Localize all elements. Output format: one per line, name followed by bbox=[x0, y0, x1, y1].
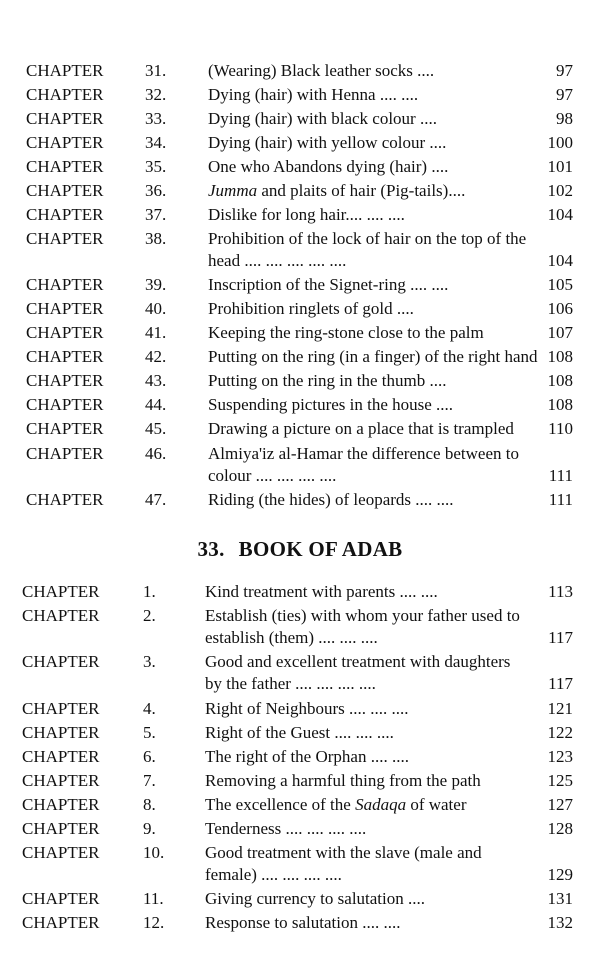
chapter-label: CHAPTER bbox=[26, 444, 104, 463]
chapter-title-part: and plaits of hair (Pig-tails).... bbox=[257, 181, 466, 200]
chapter-title: Establish (ties) with whom your father used to bbox=[205, 606, 520, 625]
chapter-label: CHAPTER bbox=[22, 771, 100, 790]
page-number: 113 bbox=[548, 582, 573, 601]
page-number: 111 bbox=[548, 466, 573, 485]
chapter-title-italic: Sadaqa bbox=[355, 795, 407, 814]
chapter-number: 42. bbox=[145, 347, 167, 366]
chapter-title: Almiya'iz al-Hamar the difference between to bbox=[208, 444, 519, 463]
chapter-title-part: The excellence of the bbox=[205, 795, 356, 814]
chapter-label: CHAPTER bbox=[26, 181, 104, 200]
chapter-number: 10. bbox=[143, 843, 165, 862]
page-number: 97 bbox=[556, 85, 573, 104]
chapter-label: CHAPTER bbox=[26, 157, 104, 176]
chapter-number: 31. bbox=[145, 61, 167, 80]
chapter-number: 8. bbox=[143, 795, 156, 814]
chapter-title bbox=[208, 179, 548, 203]
chapter-label: CHAPTER bbox=[26, 275, 104, 294]
page-number: 131 bbox=[547, 889, 573, 908]
chapter-number: 47. bbox=[145, 490, 167, 509]
chapter-title: Inscription of the Signet-ring .... .... bbox=[208, 275, 449, 294]
page-number: 125 bbox=[547, 771, 573, 790]
chapter-number: 39. bbox=[145, 275, 167, 294]
chapter-title: Dying (hair) with black colour .... bbox=[208, 109, 437, 128]
chapter-title: (Wearing) Black leather socks .... bbox=[208, 61, 435, 80]
page-number: 104 bbox=[547, 251, 573, 270]
chapter-number: 35. bbox=[145, 157, 167, 176]
page-number: 117 bbox=[548, 628, 573, 647]
page-number: 97 bbox=[556, 61, 573, 80]
chapter-title-continuation: colour .... .... .... .... bbox=[208, 466, 337, 485]
chapter-number: 38. bbox=[145, 229, 167, 248]
chapter-number: 4. bbox=[143, 699, 156, 718]
chapter-title: Right of Neighbours .... .... .... bbox=[205, 699, 409, 718]
chapter-label: CHAPTER bbox=[22, 699, 100, 718]
chapter-label: CHAPTER bbox=[22, 747, 100, 766]
page-number: 105 bbox=[547, 275, 573, 294]
chapter-number: 45. bbox=[145, 419, 167, 438]
book-number: 33. bbox=[197, 537, 225, 561]
page-number: 121 bbox=[547, 699, 573, 718]
chapter-title bbox=[205, 793, 545, 817]
chapter-number: 12. bbox=[143, 913, 165, 932]
page-number: 104 bbox=[547, 205, 573, 224]
chapter-number: 2. bbox=[143, 606, 156, 625]
chapter-label: CHAPTER bbox=[22, 582, 100, 601]
chapter-title: Tenderness .... .... .... .... bbox=[205, 819, 367, 838]
chapter-title: Prohibition ringlets of gold .... bbox=[208, 299, 414, 318]
chapter-title: Right of the Guest .... .... .... bbox=[205, 723, 394, 742]
chapter-title: Response to salutation .... .... bbox=[205, 913, 401, 932]
chapter-title: Kind treatment with parents .... .... bbox=[205, 582, 438, 601]
chapter-label: CHAPTER bbox=[26, 395, 104, 414]
chapter-label: CHAPTER bbox=[22, 652, 100, 671]
chapter-number: 32. bbox=[145, 85, 167, 104]
chapter-title: Putting on the ring in the thumb .... bbox=[208, 371, 447, 390]
chapter-number: 5. bbox=[143, 723, 156, 742]
chapter-number: 44. bbox=[145, 395, 167, 414]
page-number: 123 bbox=[547, 747, 573, 766]
chapter-number: 9. bbox=[143, 819, 156, 838]
book-heading bbox=[0, 537, 600, 562]
chapter-number: 11. bbox=[143, 889, 164, 908]
chapter-label: CHAPTER bbox=[26, 133, 104, 152]
chapter-title: Putting on the ring (in a finger) of the right hand bbox=[208, 347, 538, 366]
page-number: 101 bbox=[547, 157, 573, 176]
chapter-number: 3. bbox=[143, 652, 156, 671]
page-number: 106 bbox=[547, 299, 573, 318]
chapter-label: CHAPTER bbox=[26, 229, 104, 248]
chapter-title: Dislike for long hair.... .... .... bbox=[208, 205, 405, 224]
chapter-title-continuation: establish (them) .... .... .... bbox=[205, 628, 378, 647]
chapter-title: Good treatment with the slave (male and bbox=[205, 843, 482, 862]
page-number: 128 bbox=[547, 819, 573, 838]
chapter-label: CHAPTER bbox=[22, 843, 100, 862]
chapter-label: CHAPTER bbox=[22, 889, 100, 908]
chapter-label: CHAPTER bbox=[26, 299, 104, 318]
chapter-title: Removing a harmful thing from the path bbox=[205, 771, 481, 790]
page-number: 132 bbox=[547, 913, 573, 932]
chapter-number: 33. bbox=[145, 109, 167, 128]
chapter-number: 46. bbox=[145, 444, 167, 463]
page-number: 108 bbox=[547, 371, 573, 390]
chapter-number: 1. bbox=[143, 582, 156, 601]
page-number: 111 bbox=[548, 490, 573, 509]
chapter-label: CHAPTER bbox=[26, 347, 104, 366]
chapter-number: 7. bbox=[143, 771, 156, 790]
chapter-number: 34. bbox=[145, 133, 167, 152]
chapter-title: Good and excellent treatment with daughters bbox=[205, 652, 511, 671]
chapter-number: 40. bbox=[145, 299, 167, 318]
chapter-title: Drawing a picture on a place that is trampled bbox=[208, 419, 514, 438]
page-number: 127 bbox=[547, 795, 573, 814]
chapter-title: One who Abandons dying (hair) .... bbox=[208, 157, 449, 176]
chapter-label: CHAPTER bbox=[26, 490, 104, 509]
chapter-title-continuation: head .... .... .... .... .... bbox=[208, 251, 347, 270]
chapter-label: CHAPTER bbox=[26, 205, 104, 224]
chapter-number: 36. bbox=[145, 181, 167, 200]
chapter-title: Keeping the ring-stone close to the palm bbox=[208, 323, 484, 342]
chapter-number: 41. bbox=[145, 323, 167, 342]
chapter-label: CHAPTER bbox=[22, 795, 100, 814]
chapter-label: CHAPTER bbox=[26, 85, 104, 104]
chapter-label: CHAPTER bbox=[26, 371, 104, 390]
chapter-label: CHAPTER bbox=[22, 723, 100, 742]
page-number: 98 bbox=[556, 109, 573, 128]
page-number: 117 bbox=[548, 674, 573, 693]
page-number: 110 bbox=[548, 419, 573, 438]
page-number: 108 bbox=[547, 347, 573, 366]
chapter-title: Dying (hair) with yellow colour .... bbox=[208, 133, 447, 152]
page-number: 129 bbox=[547, 865, 573, 884]
chapter-title: Giving currency to salutation .... bbox=[205, 889, 426, 908]
chapter-label: CHAPTER bbox=[26, 109, 104, 128]
chapter-title-part: of water bbox=[406, 795, 467, 814]
chapter-title: Riding (the hides) of leopards .... .... bbox=[208, 490, 454, 509]
page-number: 108 bbox=[547, 395, 573, 414]
chapter-label: CHAPTER bbox=[22, 819, 100, 838]
chapter-title: Dying (hair) with Henna .... .... bbox=[208, 85, 419, 104]
chapter-title-italic: Jumma bbox=[208, 181, 258, 200]
chapter-title: Suspending pictures in the house .... bbox=[208, 395, 454, 414]
chapter-label: CHAPTER bbox=[26, 61, 104, 80]
page-number: 102 bbox=[547, 181, 573, 200]
book-title: BOOK OF ADAB bbox=[238, 537, 403, 561]
chapter-title-continuation: female) .... .... .... .... bbox=[205, 865, 342, 884]
chapter-number: 6. bbox=[143, 747, 156, 766]
chapter-label: CHAPTER bbox=[26, 419, 104, 438]
chapter-label: CHAPTER bbox=[22, 606, 100, 625]
chapter-label: CHAPTER bbox=[22, 913, 100, 932]
chapter-title: Prohibition of the lock of hair on the top of the bbox=[208, 229, 527, 248]
page-number: 122 bbox=[547, 723, 573, 742]
chapter-number: 43. bbox=[145, 371, 167, 390]
page-number: 100 bbox=[547, 133, 573, 152]
page-number: 107 bbox=[547, 323, 573, 342]
chapter-title-continuation: by the father .... .... .... .... bbox=[205, 674, 376, 693]
chapter-number: 37. bbox=[145, 205, 167, 224]
chapter-label: CHAPTER bbox=[26, 323, 104, 342]
chapter-title: The right of the Orphan .... .... bbox=[205, 747, 409, 766]
